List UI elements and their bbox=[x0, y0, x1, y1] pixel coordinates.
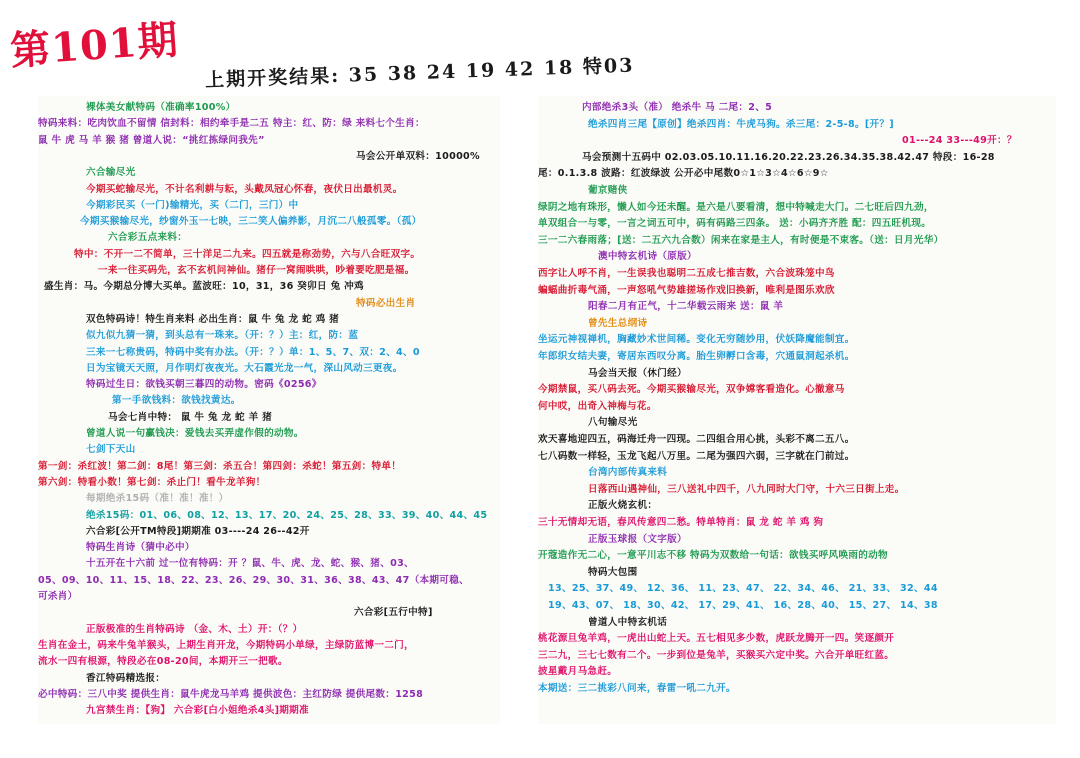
left-column-line: 特中：不开一二不简单，三十洋足二九来。四五就是称劲势，六与八合旺双字。 bbox=[74, 248, 421, 260]
right-column-line: 马会当天报（休门经） bbox=[588, 367, 687, 379]
right-column-line: 绝杀四肖三尾【原创】绝杀四肖：牛虎马狗。杀三尾：2-5-8。[开？] bbox=[588, 118, 894, 130]
left-column-line: 正版极准的生肖特码诗 （金、木、土）开：（？） bbox=[86, 623, 303, 635]
right-column-line: 单双组合一与零，一言之词五可中，码有码路三四条。 送：小码齐齐胜 配：四五旺机现。 bbox=[538, 218, 932, 230]
right-column-line: 曾先生总纲诗 bbox=[588, 317, 648, 329]
left-column-line: 日为宝镜天天照，月作明灯夜夜光。大石霞光龙一气，深山风动三更夜。 bbox=[86, 362, 403, 374]
left-column-line: 第六剑：特看小数！第七剑：杀止门！看牛龙羊狗！ bbox=[38, 476, 266, 488]
left-column-line: 特码必出生肖 bbox=[356, 297, 416, 309]
right-column-line: 何中哎，出奇入神梅与花。 bbox=[538, 400, 657, 412]
left-column-line: 曾道人说一句赢钱决：爱钱去买弄虚作假的动物。 bbox=[86, 428, 304, 439]
right-column-line: 本期送：三二挑彩八问来，春雷一吼二九开。 bbox=[538, 683, 736, 694]
right-column-line: 正版玉球报（文字版） bbox=[588, 533, 687, 545]
right-column-line: 澳中特玄机诗（原版） bbox=[598, 251, 697, 263]
right-column-line: 七八码数一样轻，玉龙飞起八万里。二尾为强四六弱，三字就在门前过。 bbox=[538, 450, 855, 462]
left-column-line: 裸体美女献特码（准确率100%） bbox=[86, 102, 236, 113]
left-column-line: 第一手欲钱料：欲钱找黄达。 bbox=[112, 395, 241, 407]
right-article-panel bbox=[538, 96, 1056, 724]
last-draw-result: 上期开奖结果: 35 38 24 19 42 18 特03 bbox=[204, 54, 635, 92]
right-column-line: 特码大包围 bbox=[588, 566, 638, 578]
right-column-line: 三二九，三七七数有二个。一步到位是兔羊，买猴买六定中奖。六合开单旺红蓝。 bbox=[538, 649, 895, 661]
left-column-line: 双色特码诗！特生肖来料 必出生肖：鼠 牛 兔 龙 蛇 鸡 猪 bbox=[86, 313, 340, 325]
right-column-line: 尾：0.1.3.8 波路：红波绿波 公开必中尾数0☆1☆3☆4☆6☆9☆ bbox=[538, 168, 829, 180]
left-column-line: 鼠 牛 虎 马 羊 猴 猪 曾道人说：“挑红拣绿问我先” bbox=[38, 134, 265, 146]
left-column-line: 香江特码精选报： bbox=[86, 672, 166, 684]
left-column-line: 六合彩[五行中特] bbox=[354, 607, 433, 619]
right-column-line: 13、25、37、49、 12、36、 11、23、47、 22、34、46、 21、33、 32、44 bbox=[548, 583, 938, 595]
left-column-line: 特码来料：吃肉饮血不留情 信封料：相约牵手是二五 特主：红、防：绿 来料七个生肖： bbox=[38, 118, 425, 130]
right-column-line: 阳春二月有正气，十二华载云雨来 送：鼠 羊 bbox=[588, 301, 784, 313]
left-column-line: 每期绝杀15码（准！准！准！） bbox=[86, 493, 229, 505]
right-column-line: 马会预测十五码中 02.03.05.10.11.16.20.22.23.26.34.35.38.42.47 特段：16-28 bbox=[582, 151, 995, 163]
right-column-line: 葡京赌侠 bbox=[588, 185, 628, 196]
left-column-line: 第一剑：杀红波！第二剑：8尾！第三剑：杀五合！第四剑：杀蛇！第五剑：特单！ bbox=[38, 460, 402, 472]
left-column-line: 可杀肖） bbox=[38, 591, 78, 602]
left-column-line: 生肖在金土，码来牛兔羊猴头，上期生肖开龙，今期特码小单绿，主绿防蓝博一二门， bbox=[38, 639, 414, 651]
right-column-line: 日落西山遇神仙，三八送礼中四千，八九同时大门守，十六三日街上走。 bbox=[588, 483, 905, 495]
right-column-line: 三十无情却无语，春风传意四二愁。特单特肖：鼠 龙 蛇 羊 鸡 狗 bbox=[538, 517, 824, 528]
left-column-line: 特码过生日：欲钱买朝三暮四的动物。密码《0256》 bbox=[86, 379, 322, 391]
left-column-line: 七剑下天山 bbox=[86, 444, 136, 456]
left-column-line: 流水一四有根源，特段必在08-20间，本期开三一把歌。 bbox=[38, 656, 288, 668]
right-column-line: 正版火烧玄机： bbox=[588, 500, 658, 512]
issue-number-title: 第101期 bbox=[8, 16, 181, 75]
right-column-line: 台湾内部传真来料 bbox=[588, 467, 668, 479]
left-column-line: 六合输尽光 bbox=[86, 167, 136, 179]
right-column-line: 三一二六春雨落；[送：二五六九合数）闲来在家是主人，有时便是不束客。（送：日月光华） bbox=[538, 234, 944, 246]
right-column-line: 披星戴月马急赶。 bbox=[538, 666, 618, 678]
left-column-line: 今期买猴输尽光，纱窗外玉一七映，三二笑人偏养影，月沉二八般孤零。（孤） bbox=[80, 216, 422, 228]
right-column-line: 西字让人呼不肖，一生误我也聪明二五成七推吉数，六合波珠笼中鸟 bbox=[538, 268, 835, 279]
left-column-line: 盛生肖：马。今期总分博大买单。蓝波旺：10，31，36 癸卯日 兔 冲鸡 bbox=[44, 281, 364, 293]
right-column-line: 坐运元神视禅机，胸藏妙术世间稀。变化无穷随妙用，伏妖降魔能制宜。 bbox=[538, 334, 855, 346]
left-column-line: 05、09、10、11、15、18、22、23、26、29、30、31、36、38、43、47（本期可稳、 bbox=[38, 574, 469, 586]
left-column-line: 马会公开单双料：10000% bbox=[356, 150, 480, 162]
right-column-line: 01---24 33---49开：？ bbox=[902, 135, 1017, 147]
right-column-line: 欢天喜地迎四五，码海迁舟一四现。二四组合用心挑，头彩不离二五八。 bbox=[538, 434, 855, 445]
left-column-line: 一来一往买码先，玄不玄机问神仙。猪仔一窝闹哄哄，吵着要吃肥是福。 bbox=[98, 265, 415, 276]
left-column-line: 九宫禁生肖：【狗】 六合彩[白小姐绝杀4头]期期准 bbox=[86, 705, 309, 717]
left-column-line: 特码生肖诗（猜中必中） bbox=[86, 542, 195, 554]
left-column-line: 似九似九猜一猜，到头总有一珠来。（开：？）主：红，防：蓝 bbox=[86, 330, 359, 342]
right-column-line: 今期禁鼠，买八码去死。今期买猴输尽光，双争嫦客看造化。心撤意马 bbox=[538, 384, 845, 396]
left-column-line: 绝杀15码：01、06、08、12、13、17、20、24、25、28、33、39、40、44、45 bbox=[86, 509, 488, 521]
left-column-line: 今期买蛇输尽光，不计名利耕与耘，头戴凤冠心怀春，夜伏日出最机灵。 bbox=[86, 183, 403, 195]
right-column-line: 19、43、07、 18、30、42、 17、29、41、 16、28、40、 15、27、 14、38 bbox=[548, 600, 938, 611]
left-article-panel bbox=[38, 96, 500, 724]
right-column-line: 内部绝杀3头（准） 绝杀牛 马 二尾：2、5 bbox=[582, 102, 773, 113]
right-column-line: 绿阴之地有珠形，懒人如今还未醒。是六是八要看清，想中特喊走大门。二七旺后四九劲， bbox=[538, 201, 934, 213]
right-column-line: 开蔻造作无二心，一意平川志不移 特码为双数给一句话：欲钱买呼风唤雨的动物 bbox=[538, 550, 888, 562]
left-column-line: 必中特码：三八中奖 提供生肖：鼠牛虎龙马羊鸡 提供波色：主红防绿 提供尾数：1258 bbox=[38, 688, 424, 700]
left-column-line: 今期彩民买（一门)输精光，买（二门，三门）中 bbox=[86, 199, 299, 211]
left-column-line: 六合彩五点来料： bbox=[108, 232, 188, 244]
left-column-line: 三来一七称贵码，特码中奖有办法。（开：？）单：1、5、7、双：2、4、0 bbox=[86, 346, 420, 358]
left-column-line: 马会七肖中特： 鼠 牛 兔 龙 蛇 羊 猪 bbox=[108, 411, 272, 423]
right-column-line: 年郎织女结夫妻，寄居东西叹分离。胎生卵孵口含毒，穴通鼠洞起杀机。 bbox=[538, 351, 855, 362]
right-column-line: 八句输尽光 bbox=[588, 417, 638, 429]
right-column-line: 曾道人中特玄机话 bbox=[588, 616, 668, 628]
left-column-line: 十五开在十六前 过一位有特码：开 ？鼠、牛、虎、龙、蛇、猴、猪、03、 bbox=[86, 558, 414, 570]
right-column-line: 桃花源旦兔羊鸡，一虎出山蛇上天。五七相见多少数，虎跃龙腾开一四。笑逐颜开 bbox=[538, 633, 895, 645]
right-column-line: 蝙蝠曲折毒气涌，一声怒吼气势雄搓场作戏旧换新，唯利是图乐欢欣 bbox=[538, 284, 835, 296]
left-column-line: 六合彩[公开TM特段]期期准 03----24 26--42开 bbox=[86, 525, 310, 537]
